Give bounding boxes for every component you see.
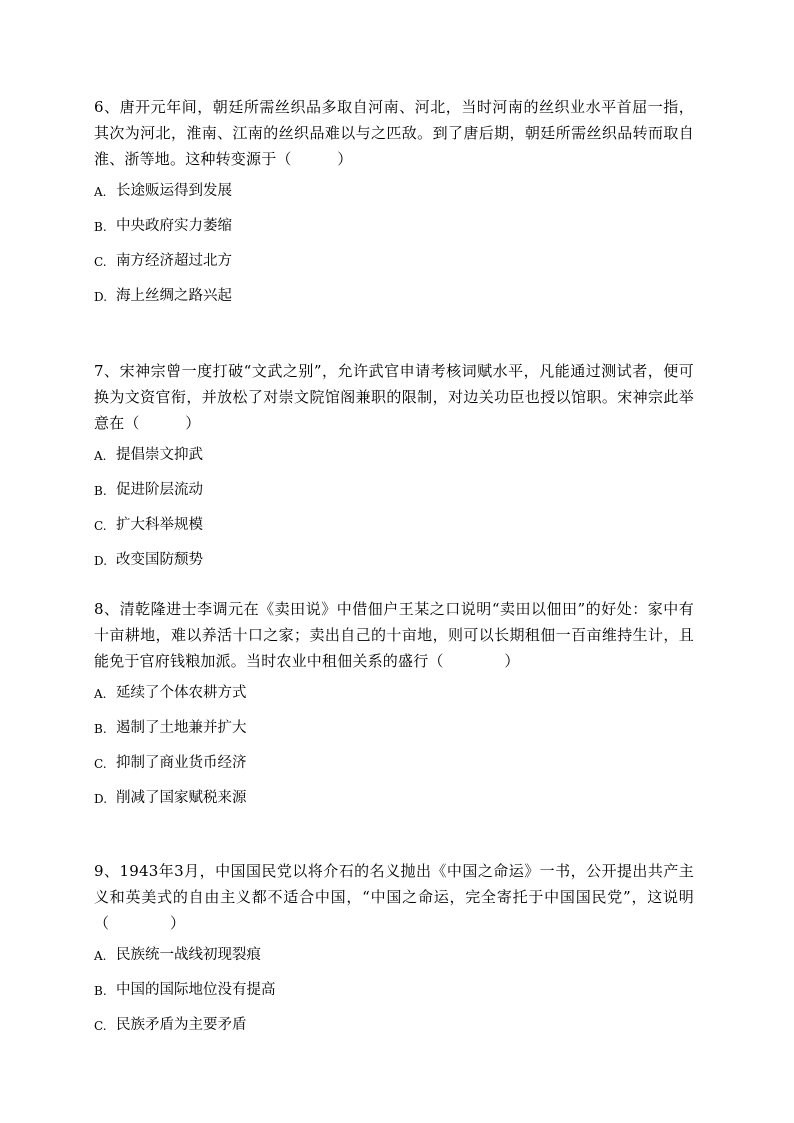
- option-text: 扩大科举规模: [116, 517, 203, 533]
- option-letter: B.: [94, 722, 107, 736]
- option-letter: D.: [94, 290, 108, 304]
- option-text: 海上丝绸之路兴起: [116, 288, 232, 304]
- option-letter: A.: [94, 449, 107, 463]
- question-6: [94, 94, 694, 321]
- option-text: 民族矛盾为主要矛盾: [116, 1017, 247, 1033]
- option-c: [94, 1015, 694, 1050]
- option-b: [94, 216, 694, 251]
- option-text: 长途贩运得到发展: [116, 183, 232, 199]
- option-letter: C.: [94, 255, 107, 269]
- question-7: [94, 358, 694, 585]
- option-text: 南方经济超过北方: [116, 253, 232, 269]
- option-d: [94, 286, 694, 321]
- option-text: 促进阶层流动: [116, 482, 203, 498]
- option-text: 民族统一战线初现裂痕: [116, 947, 261, 963]
- option-d: [94, 788, 694, 823]
- option-letter: A.: [94, 949, 107, 963]
- option-a: [94, 445, 694, 480]
- option-letter: A.: [94, 687, 107, 701]
- question-9: [94, 858, 694, 1050]
- option-text: 抑制了商业货币经济: [116, 755, 247, 771]
- option-text: 中国的国际地位没有提高: [116, 982, 276, 998]
- option-c: [94, 515, 694, 550]
- option-a: [94, 181, 694, 216]
- option-text: 改变国防颓势: [116, 552, 203, 568]
- question-8: [94, 596, 694, 823]
- option-letter: B.: [94, 984, 107, 998]
- option-b: [94, 480, 694, 515]
- option-d: [94, 550, 694, 585]
- option-c: [94, 251, 694, 286]
- option-text: 遏制了土地兼并扩大: [116, 720, 247, 736]
- option-text: 延续了个体农耕方式: [116, 685, 247, 701]
- option-text: 中央政府实力萎缩: [116, 218, 232, 234]
- question-stem: 6、唐开元年间，朝廷所需丝织品多取自河南、河北，当时河南的丝织业水平首屈一指，其次为河北，淮南、江南的丝织品难以与之匹敌。到了唐后期，朝廷所需丝织品转而取自淮、浙等地。这种转变源于（ ）: [94, 98, 694, 168]
- option-a: [94, 683, 694, 718]
- option-letter: C.: [94, 519, 107, 533]
- question-stem: 8、清乾隆进士李调元在《卖田说》中借佃户王某之口说明“卖田以佃田”的好处：家中有十亩耕地，难以养活十口之家；卖出自己的十亩地，则可以长期租佃一百亩维持生计，且能免于官府钱粮加派。当时农业中租佃关系的盛行（ ）: [94, 600, 694, 670]
- question-stem: 9、1943年3月，中国国民党以将介石的名义抛出《中国之命运》一书，公开提出共产主义和英美式的自由主义都不适合中国，“中国之命运，完全寄托于中国国民党”，这说明（ ）: [94, 862, 694, 932]
- option-letter: A.: [94, 185, 107, 199]
- option-letter: C.: [94, 757, 107, 771]
- option-text: 削减了国家赋税来源: [116, 790, 247, 806]
- option-b: [94, 718, 694, 753]
- option-letter: C.: [94, 1019, 107, 1033]
- option-letter: B.: [94, 484, 107, 498]
- option-text: 提倡崇文抑武: [116, 447, 203, 463]
- option-letter: B.: [94, 220, 107, 234]
- option-a: [94, 945, 694, 980]
- option-b: [94, 980, 694, 1015]
- question-stem: 7、宋神宗曾一度打破“文武之别”，允许武官申请考核词赋水平，凡能通过测试者，便可换为文资官衔，并放松了对崇文院馆阁兼职的限制，对边关功臣也授以馆职。宋神宗此举意在（ ）: [94, 362, 694, 432]
- option-c: [94, 753, 694, 788]
- option-letter: D.: [94, 554, 108, 568]
- option-letter: D.: [94, 792, 108, 806]
